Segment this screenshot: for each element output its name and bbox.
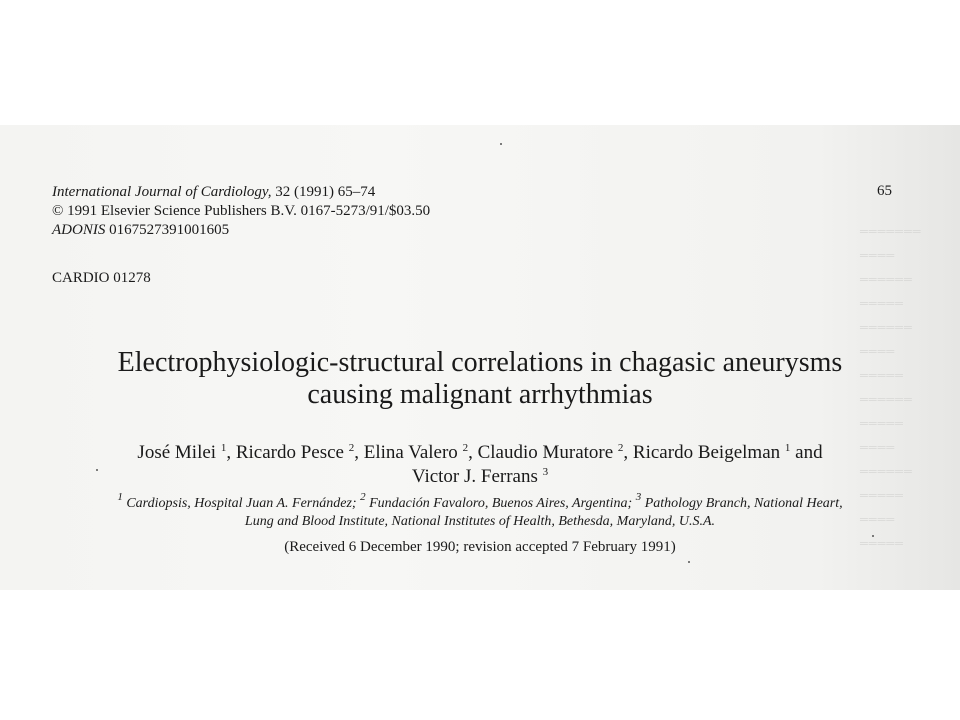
author-affiliation-marker: 2 (348, 442, 355, 454)
affiliation-marker: 2 (360, 491, 366, 503)
adonis-line (52, 221, 430, 240)
affiliation-marker: 3 (635, 491, 642, 503)
author-affiliation-marker: 1 (220, 442, 227, 454)
affiliation-text: Cardiopsis, Hospital Juan A. Fernández; (122, 496, 361, 511)
scan-speck (688, 561, 690, 563)
author-name: Ricardo Beigelman (632, 442, 785, 463)
journal-line (52, 183, 430, 202)
affiliation-marker: 1 (117, 491, 123, 503)
affiliations (0, 491, 960, 531)
copyright-line: © 1991 Elsevier Science Publishers B.V. 0167-5273/91/$03.50 (52, 203, 431, 219)
page-number: 65 (877, 183, 892, 199)
author-name: Claudio Muratore (477, 442, 618, 463)
bleed-through: ═══════ ════ ══════ ═════ ══════ ════ ═════ ══════ ═════ ════ ══════ ═════ ════ ═════ (860, 226, 922, 550)
adonis-number: 0167527391001605 (109, 222, 230, 238)
author-name: Ricardo Pesce (235, 442, 349, 463)
author-separator: , (468, 442, 478, 463)
author-affiliation-marker: 2 (462, 442, 469, 454)
author-affiliation-marker: 3 (542, 466, 549, 478)
scan-speck (872, 535, 874, 537)
article-code: CARDIO 01278 (52, 270, 151, 286)
scanned-page (0, 125, 960, 590)
scan-speck (500, 143, 502, 145)
author-affiliation-marker: 2 (617, 442, 624, 454)
author-separator: , (354, 442, 364, 463)
title-line-1: Electrophysiologic-structural correlations in chagasic aneurysms (117, 347, 843, 378)
author-separator: and (790, 442, 823, 463)
author-list (0, 441, 960, 489)
author-affiliation-marker: 1 (784, 442, 791, 454)
author-name: José Milei (137, 442, 221, 463)
author-name: Elina Valero (363, 442, 463, 463)
author-separator: , (623, 442, 633, 463)
journal-header (52, 183, 430, 240)
author-name: Victor J. Ferrans (411, 466, 543, 487)
article-title (0, 347, 960, 411)
title-line-2: causing malignant arrhythmias (307, 379, 653, 410)
affiliation-text: Pathology Branch, National Heart, Lung and Blood Institute, National Institutes of Health, Bethesda, Maryland, U.S.A. (244, 496, 843, 529)
journal-citation: 32 (1991) 65–74 (275, 184, 376, 200)
affiliation-text: Fundación Favaloro, Buenos Aires, Argentina; (365, 496, 636, 511)
author-separator: , (226, 442, 236, 463)
received-dates: (Received 6 December 1990; revision accepted 7 February 1991) (284, 539, 676, 555)
journal-name: International Journal of Cardiology, (52, 184, 272, 200)
adonis-label: ADONIS (52, 222, 106, 238)
scan-speck (96, 469, 98, 471)
